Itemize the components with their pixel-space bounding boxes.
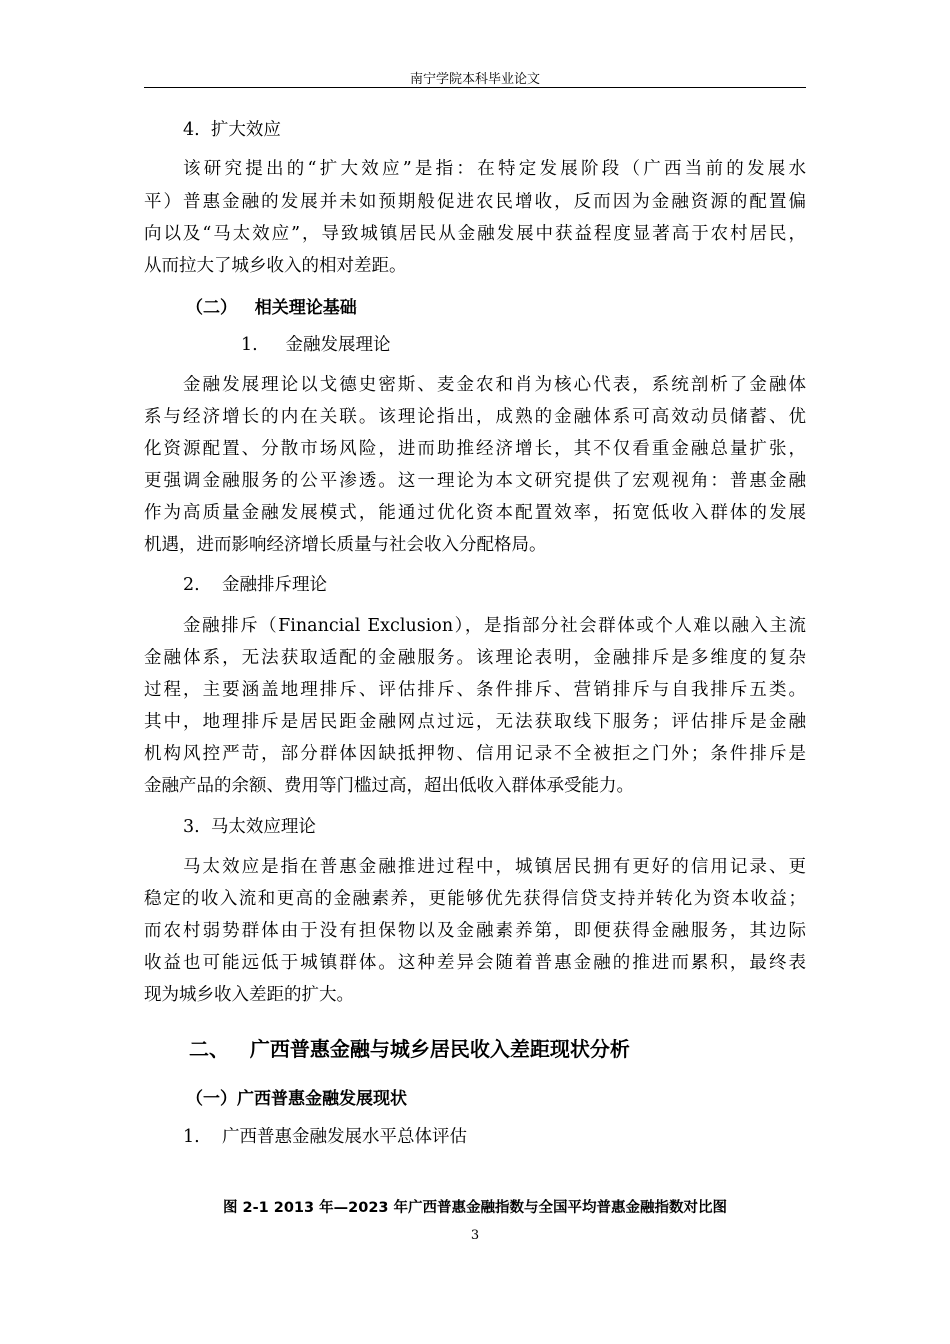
page-number: 3 bbox=[470, 1228, 480, 1243]
item-heading-financial-exclusion bbox=[183, 573, 327, 597]
item-heading-overall-assessment bbox=[183, 1125, 467, 1149]
figure-caption: 图 2-1 2013 年—2023 年广西普惠金融指数与全国平均普惠金融指数对比图 bbox=[222, 1200, 728, 1216]
paragraph-line: 马太效应是指在普惠金融推进过程中，城镇居民拥有更好的信用记录、更 bbox=[183, 857, 806, 877]
header-rule bbox=[144, 87, 806, 88]
paragraph-line: 更强调金融服务的公平渗透。这一理论为本文研究提供了宏观视角：普惠金融 bbox=[144, 471, 806, 491]
paragraph-line: 机遇，进而影响经济增长质量与社会收入分配格局。 bbox=[144, 535, 547, 555]
item-heading-financial-development bbox=[241, 333, 391, 357]
heading-text: 扩大效应 bbox=[210, 120, 281, 140]
paragraph-line: 金融排斥（Financial Exclusion），是指部分社会群体或个人难以融入主流 bbox=[183, 616, 806, 636]
heading-text: 广西普惠金融发展现状 bbox=[237, 1089, 407, 1109]
paragraph-line: 向以及“马太效应”，导致城镇居民从金融发展中获益程度显著高于农村居民， bbox=[144, 224, 806, 244]
heading-text: 金融排斥理论 bbox=[221, 575, 327, 595]
paragraph-line: 该研究提出的“扩大效应”是指：在特定发展阶段（广西当前的发展水 bbox=[183, 159, 806, 179]
paragraph-line: 平）普惠金融的发展并未如预期般促进农民增收，反而因为金融资源的配置偏 bbox=[144, 192, 806, 212]
heading-text: 相关理论基础 bbox=[254, 298, 357, 318]
paragraph-line: 从而拉大了城乡收入的相对差距。 bbox=[144, 256, 407, 276]
paragraph-line: 作为高质量金融发展模式，能通过优化资本配置效率，拓宽低收入群体的发展 bbox=[144, 503, 806, 523]
heading-text: 金融发展理论 bbox=[285, 335, 391, 355]
running-header: 南宁学院本科毕业论文 bbox=[409, 72, 540, 87]
paragraph-line: 化资源配置、分散市场风险，进而助推经济增长，其不仅看重金融总量扩张， bbox=[144, 439, 806, 459]
heading-number: 1. bbox=[241, 335, 258, 355]
paragraph-line: 过程，主要涵盖地理排斥、评估排斥、条件排斥、营销排斥与自我排斥五类。 bbox=[144, 680, 806, 700]
heading-number: 4. bbox=[183, 120, 200, 140]
paragraph-line: 系与经济增长的内在关联。该理论指出，成熟的金融体系可高效动员储蓄、优 bbox=[144, 407, 806, 427]
heading-number: （一） bbox=[186, 1089, 237, 1109]
paragraph-line: 而农村弱势群体由于没有担保物以及金融素养第，即便获得金融服务，其边际 bbox=[144, 921, 806, 941]
heading-text: 广西普惠金融发展水平总体评估 bbox=[221, 1127, 467, 1147]
paragraph-line: 稳定的收入流和更高的金融素养，更能够优先获得信贷支持并转化为资本收益； bbox=[144, 889, 806, 909]
subsection-heading-status bbox=[186, 1087, 407, 1111]
paragraph-line: 金融发展理论以戈德史密斯、麦金农和肖为核心代表，系统剖析了金融体 bbox=[183, 375, 806, 395]
paragraph-line: 金融体系，无法获取适配的金融服务。该理论表明，金融排斥是多维度的复杂 bbox=[144, 648, 806, 668]
section-heading-expansion-effect bbox=[183, 118, 281, 142]
chapter-number: 二、 bbox=[189, 1037, 229, 1061]
heading-number: 2. bbox=[183, 575, 200, 595]
paragraph-line: 金融产品的余额、费用等门槛过高，超出低收入群体承受能力。 bbox=[144, 776, 634, 796]
heading-number: 3. bbox=[183, 817, 200, 837]
heading-text: 马太效应理论 bbox=[210, 817, 316, 837]
paragraph-line: 其中，地理排斥是居民距金融网点过远，无法获取线下服务；评估排斥是金融 bbox=[144, 712, 806, 732]
heading-number: 1. bbox=[183, 1127, 200, 1147]
paragraph-line: 现为城乡收入差距的扩大。 bbox=[144, 985, 354, 1005]
heading-number: （二） bbox=[186, 298, 237, 318]
item-heading-matthew-effect bbox=[183, 815, 316, 839]
chapter-title: 广西普惠金融与城乡居民收入差距现状分析 bbox=[249, 1037, 630, 1061]
paragraph-line: 收益也可能远低于城镇群体。这种差异会随着普惠金融的推进而累积，最终表 bbox=[144, 953, 806, 973]
subsection-heading-theory bbox=[186, 296, 357, 320]
chapter-heading bbox=[189, 1037, 630, 1061]
paragraph-line: 机构风控严苛，部分群体因缺抵押物、信用记录不全被拒之门外；条件排斥是 bbox=[144, 744, 806, 764]
